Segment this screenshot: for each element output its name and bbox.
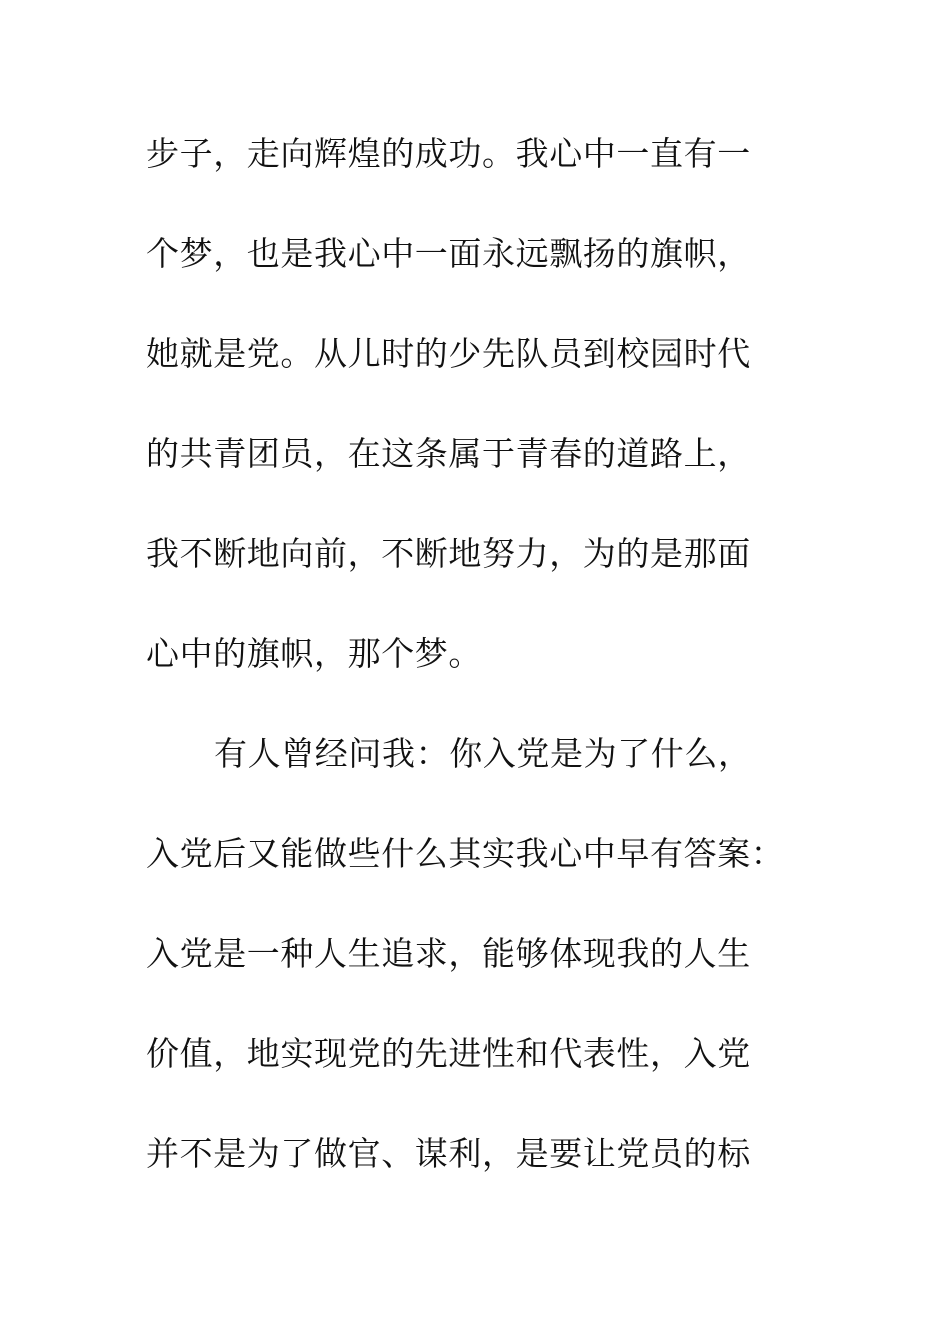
body-text-line: 并不是为了做官、谋利，是要让党员的标	[146, 1134, 751, 1173]
body-text-line: 我不断地向前，不断地努力，为的是那面	[146, 534, 751, 573]
body-text-line: 步子，走向辉煌的成功。我心中一直有一	[146, 134, 751, 173]
body-text-line: 价值，地实现党的先进性和代表性，入党	[146, 1034, 751, 1073]
body-text-line: 心中的旗帜，那个梦。	[146, 634, 482, 673]
body-text-line: 入党后又能做些什么其实我心中早有答案：	[146, 834, 785, 873]
body-text-line: 个梦，也是我心中一面永远飘扬的旗帜，	[146, 234, 751, 273]
body-text-line: 的共青团员，在这条属于青春的道路上，	[146, 434, 751, 473]
body-text-line: 入党是一种人生追求，能够体现我的人生	[146, 934, 751, 973]
paragraph-first-line: 有人曾经问我：你入党是为了什么，	[214, 734, 752, 773]
body-text-line: 她就是党。从儿时的少先队员到校园时代	[146, 334, 751, 373]
